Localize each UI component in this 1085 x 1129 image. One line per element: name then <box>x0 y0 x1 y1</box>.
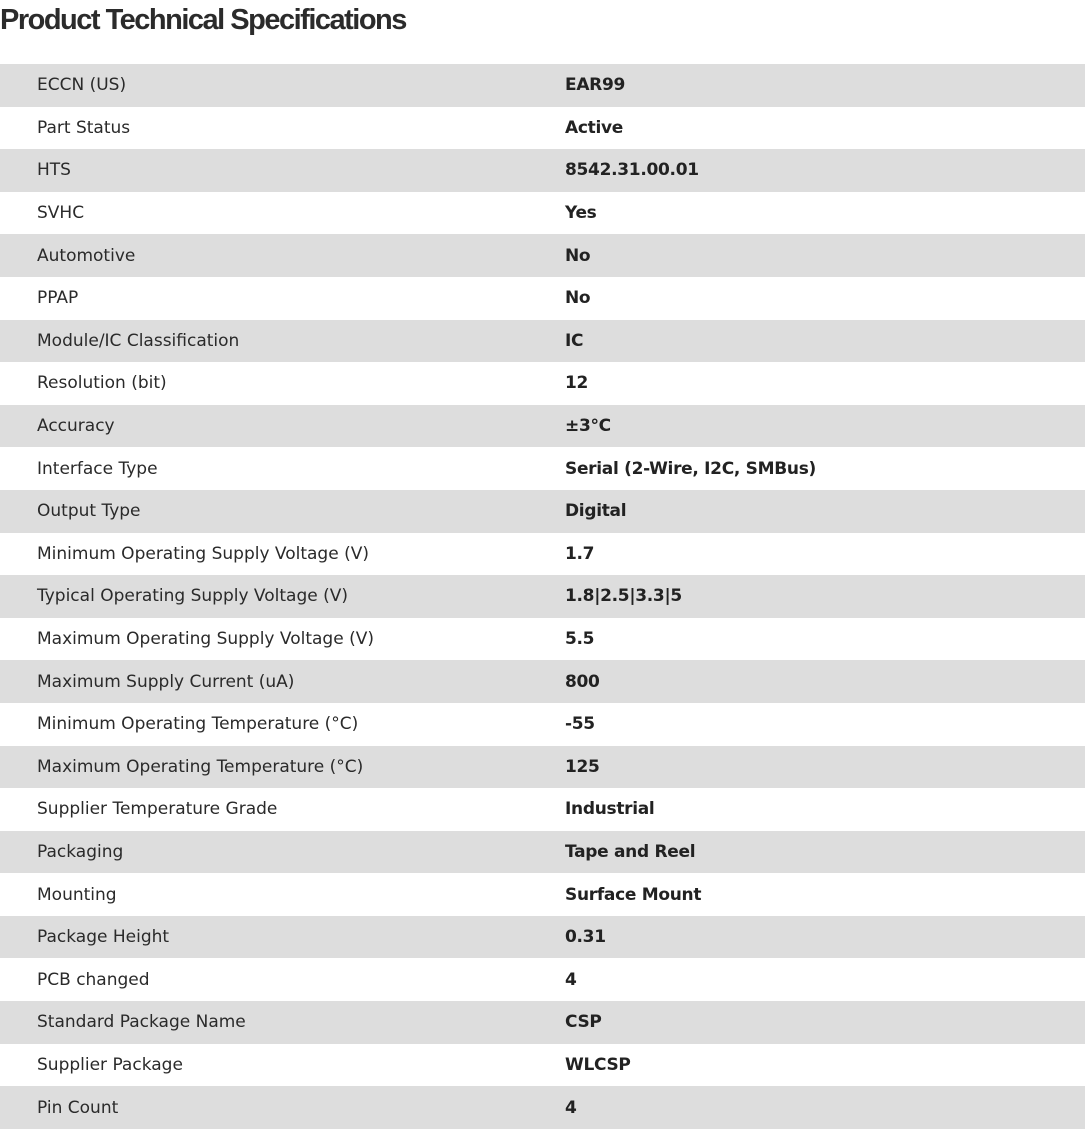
spec-label: Mounting <box>37 884 117 905</box>
spec-value: Active <box>565 117 623 138</box>
spec-label: Accuracy <box>37 416 115 437</box>
spec-label: PCB changed <box>37 969 150 990</box>
spec-value: 4 <box>565 969 577 990</box>
spec-label: Package Height <box>37 927 170 948</box>
spec-value: Industrial <box>565 799 655 820</box>
spec-value: EAR99 <box>565 75 626 96</box>
spec-value: Tape and Reel <box>565 841 696 862</box>
table-row <box>0 831 1085 874</box>
spec-value: Serial (2-Wire, I2C, SMBus) <box>565 458 816 479</box>
table-row <box>0 234 1085 277</box>
spec-label: Automotive <box>37 245 136 266</box>
table-row <box>0 703 1085 746</box>
spec-value: 4 <box>565 1097 577 1118</box>
table-row <box>0 405 1085 448</box>
spec-label: Maximum Supply Current (uA) <box>37 671 295 692</box>
spec-label: Supplier Temperature Grade <box>37 799 278 820</box>
table-row <box>0 873 1085 916</box>
spec-value: Yes <box>565 203 597 224</box>
spec-label: Minimum Operating Supply Voltage (V) <box>37 543 369 564</box>
table-row <box>0 1086 1085 1129</box>
spec-value: IC <box>565 330 584 351</box>
table-row <box>0 746 1085 789</box>
spec-label: Typical Operating Supply Voltage (V) <box>37 586 348 607</box>
spec-label: Standard Package Name <box>37 1012 246 1033</box>
spec-value: 0.31 <box>565 927 606 948</box>
spec-label: Supplier Package <box>37 1054 183 1075</box>
table-row <box>0 277 1085 320</box>
spec-value: No <box>565 288 591 309</box>
spec-value: WLCSP <box>565 1054 631 1075</box>
spec-label: ECCN (US) <box>37 75 127 96</box>
table-row <box>0 788 1085 831</box>
spec-value: 8542.31.00.01 <box>565 160 699 181</box>
table-row <box>0 1044 1085 1087</box>
spec-label: Maximum Operating Temperature (°C) <box>37 756 364 777</box>
page-title: Product Technical Specifications <box>0 4 406 36</box>
spec-value: 1.7 <box>565 543 595 564</box>
table-row <box>0 192 1085 235</box>
spec-value: Surface Mount <box>565 884 702 905</box>
spec-label: Resolution (bit) <box>37 373 167 394</box>
spec-label: Maximum Operating Supply Voltage (V) <box>37 629 374 650</box>
table-row <box>0 533 1085 576</box>
spec-value: 800 <box>565 671 600 692</box>
spec-label: SVHC <box>37 203 85 224</box>
spec-label: Part Status <box>37 117 131 138</box>
table-row <box>0 1001 1085 1044</box>
spec-label: Minimum Operating Temperature (°C) <box>37 714 359 735</box>
table-row <box>0 362 1085 405</box>
table-row <box>0 107 1085 150</box>
spec-label: PPAP <box>37 288 79 309</box>
spec-value: 5.5 <box>565 629 595 650</box>
spec-value: 125 <box>565 756 600 777</box>
spec-table <box>0 64 1085 1129</box>
spec-label: Packaging <box>37 841 124 862</box>
table-row <box>0 618 1085 661</box>
table-row <box>0 447 1085 490</box>
spec-value: 1.8|2.5|3.3|5 <box>565 586 682 607</box>
table-row <box>0 958 1085 1001</box>
spec-label: Module/IC Classification <box>37 330 240 351</box>
spec-label: Pin Count <box>37 1097 119 1118</box>
spec-value: Digital <box>565 501 627 522</box>
spec-value: ±3°C <box>565 416 611 437</box>
spec-value: -55 <box>565 714 595 735</box>
spec-label: HTS <box>37 160 71 181</box>
table-row <box>0 490 1085 533</box>
spec-label: Output Type <box>37 501 141 522</box>
table-row <box>0 64 1085 107</box>
spec-value: CSP <box>565 1012 602 1033</box>
spec-label: Interface Type <box>37 458 158 479</box>
table-row <box>0 575 1085 618</box>
table-row <box>0 320 1085 363</box>
table-row <box>0 149 1085 192</box>
spec-value: No <box>565 245 591 266</box>
table-row <box>0 660 1085 703</box>
table-row <box>0 916 1085 959</box>
spec-value: 12 <box>565 373 589 394</box>
